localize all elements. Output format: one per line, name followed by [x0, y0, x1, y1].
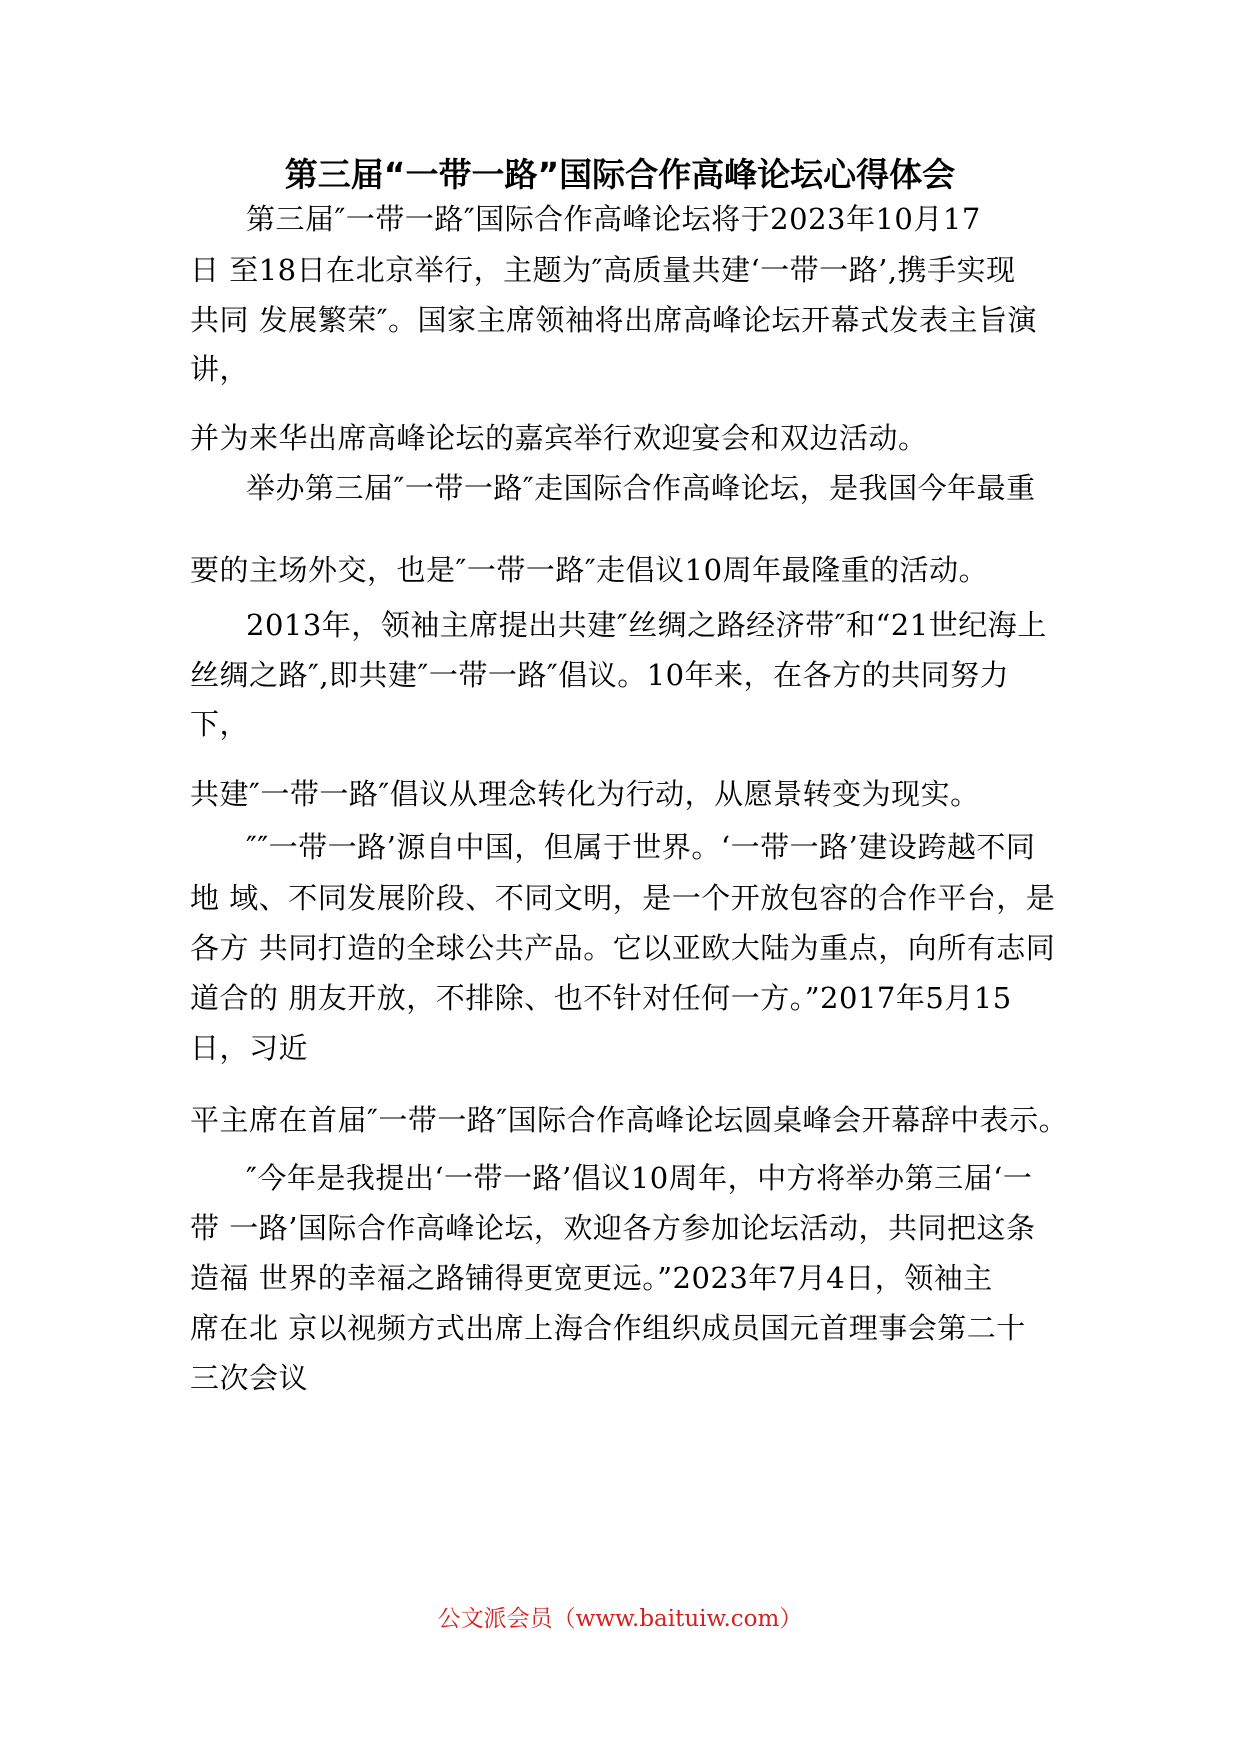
body-line-9: 丝绸之路″,即共建″一带一路″倡议。10年来，在各方的共同努力 [190, 658, 1010, 692]
body-line-6: 举办第三届″一带一路″走国际合作高峰论坛，是我国今年最重 [246, 471, 1036, 505]
body-line-19: 带 一路’国际合作高峰论坛，欢迎各方参加论坛活动，共同把这条 [190, 1211, 1036, 1245]
body-line-8: 2013年，领袖主席提出共建″丝绸之路经济带″和“21世纪海上 [246, 608, 1047, 642]
body-line-13: 地 域、不同发展阶段、不同文明，是一个开放包容的合作平台，是 [190, 881, 1056, 915]
body-line-5: 并为来华出席高峰论坛的嘉宾举行欢迎宴会和双边活动。 [190, 421, 928, 455]
body-line-12: ″″一带一路’源自中国，但属于世界。‘一带一路’建设跨越不同 [246, 830, 1036, 864]
body-line-4: 讲， [190, 352, 250, 386]
body-line-14: 各方 共同打造的全球公共产品。它以亚欧大陆为重点，向所有志同 [190, 931, 1056, 965]
body-line-11: 共建″一带一路″倡议从理念转化为行动，从愿景转变为现实。 [190, 777, 980, 811]
body-line-1: 第三届″一带一路″国际合作高峰论坛将于2023年10月17 [246, 202, 981, 236]
body-line-20: 造福 世界的幸福之路铺得更宽更远。”2023年7月4日，领袖主 [190, 1261, 993, 1295]
footer-watermark: 公文派会员（www.baituiw.com） [437, 1606, 803, 1632]
body-line-16: 日，习近 [190, 1031, 309, 1065]
body-line-3: 共同 发展繁荣″。国家主席领袖将出席高峰论坛开幕式发表主旨演 [190, 303, 1038, 337]
document-title: 第三届“一带一路”国际合作高峰论坛心得体会 [284, 155, 956, 194]
body-line-22: 三次会议 [190, 1361, 309, 1395]
body-line-21: 席在北 京以视频方式出席上海合作组织成员国元首理事会第二十 [190, 1311, 1026, 1345]
body-line-2: 日 至18日在北京举行，主题为″高质量共建‘一带一路’,携手实现 [190, 253, 1016, 287]
body-line-18: ″今年是我提出‘一带一路’倡议10周年，中方将举办第三届‘一 [246, 1161, 1033, 1195]
body-line-7: 要的主场外交，也是″一带一路″走倡议10周年最隆重的活动。 [190, 553, 989, 587]
body-line-10: 下， [190, 707, 250, 741]
body-line-15: 道合的 朋友开放，不排除、也不针对任何一方。”2017年5月15 [190, 981, 1012, 1015]
body-line-17: 平主席在首届″一带一路″国际合作高峰论坛圆桌峰会开幕辞中表示。 [190, 1103, 1069, 1137]
